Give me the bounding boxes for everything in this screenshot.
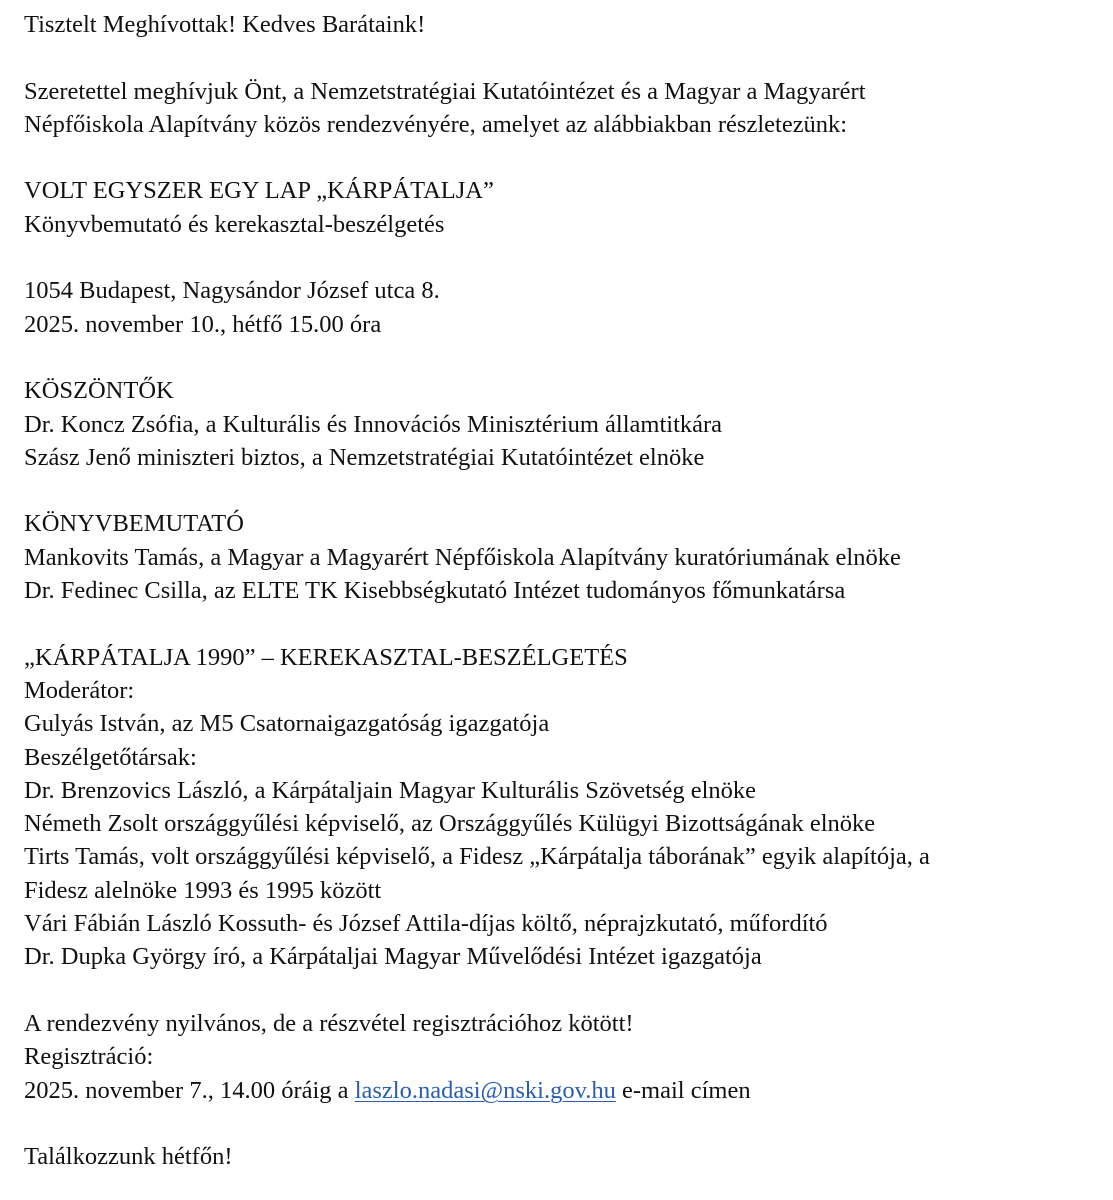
registration-label: Regisztráció:	[24, 1043, 154, 1071]
intro-line-1: Szeretettel meghívjuk Önt, a Nemzetstratégiai Kutatóintézet és a Magyar a Magyarért	[24, 77, 866, 105]
spacer	[24, 141, 1104, 174]
event-subtitle: Könyvbemutató és kerekasztal-beszélgetés	[24, 210, 445, 238]
participant: Németh Zsolt országgyűlési képviselő, az Országgyűlés Külügyi Bizottságának elnöke	[24, 810, 876, 838]
spacer	[24, 1107, 1104, 1140]
participant: Tirts Tamás, volt országgyűlési képviselő, a Fidesz „Kárpátalja táborának” egyik alapítója, a	[24, 843, 930, 871]
participants-label: Beszélgetőtársak:	[24, 743, 197, 771]
greetings-speaker: Dr. Koncz Zsófia, a Kulturális és Innovációs Minisztérium államtitkára	[24, 410, 723, 438]
spacer	[24, 341, 1104, 374]
registration-deadline-text: 2025. november 7., 14.00 óráig a	[24, 1076, 349, 1104]
intro-line-2: Népfőiskola Alapítvány közös rendezvényére, amelyet az alábbiakban részletezünk:	[24, 110, 848, 138]
participant: Dr. Brenzovics László, a Kárpátaljain Magyar Kulturális Szövetség elnöke	[24, 776, 757, 804]
moderator: Gulyás István, az M5 Csatornaigazgatóság igazgatója	[24, 710, 550, 738]
book-presentation-speaker: Dr. Fedinec Csilla, az ELTE TK Kisebbségkutató Intézet tudományos főmunkatársa	[24, 577, 846, 605]
spacer	[24, 974, 1104, 1007]
event-title: VOLT EGYSZER EGY LAP „KÁRPÁTALJA”	[24, 177, 494, 205]
email-link[interactable]: laszlo.nadasi@nski.gov.hu	[354, 1076, 616, 1104]
closing: Találkozzunk hétfőn!	[24, 1143, 233, 1171]
event-datetime: 2025. november 10., hétfő 15.00 óra	[24, 310, 382, 338]
roundtable-heading: „KÁRPÁTALJA 1990” – KEREKASZTAL-BESZÉLGETÉS	[24, 643, 628, 671]
registration-deadline	[24, 1074, 1104, 1107]
spacer	[24, 41, 1104, 74]
moderator-label: Moderátor:	[24, 676, 135, 704]
spacer	[24, 474, 1104, 507]
greetings-heading: KÖSZÖNTŐK	[24, 377, 174, 405]
spacer	[24, 241, 1104, 274]
participant: Vári Fábián László Kossuth- és József Attila-díjas költő, néprajzkutató, műfordító	[24, 910, 828, 938]
greeting: Tisztelt Meghívottak! Kedves Barátaink!	[24, 11, 426, 38]
event-address: 1054 Budapest, Nagysándor József utca 8.	[24, 277, 440, 305]
invitation-document	[24, 8, 1104, 1173]
registration-email-suffix: e-mail címen	[622, 1076, 751, 1104]
participant: Dr. Dupka György író, a Kárpátaljai Magyar Művelődési Intézet igazgatója	[24, 943, 762, 971]
spacer	[24, 607, 1104, 640]
greetings-speaker: Szász Jenő miniszteri biztos, a Nemzetstratégiai Kutatóintézet elnöke	[24, 443, 705, 471]
book-presentation-speaker: Mankovits Tamás, a Magyar a Magyarért Népfőiskola Alapítvány kuratóriumának elnöke	[24, 543, 901, 571]
registration-notice: A rendezvény nyilvános, de a részvétel regisztrációhoz kötött!	[24, 1009, 634, 1037]
book-presentation-heading: KÖNYVBEMUTATÓ	[24, 510, 244, 538]
participant-continuation: Fidesz alelnöke 1993 és 1995 között	[24, 876, 382, 904]
